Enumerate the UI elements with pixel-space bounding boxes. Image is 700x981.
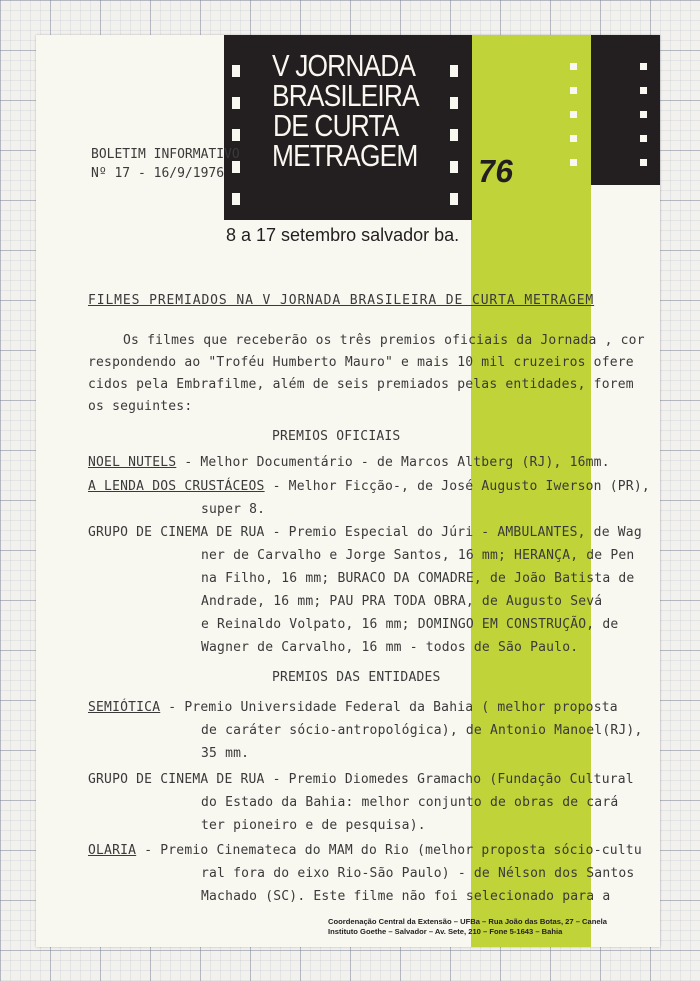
award-grupo-official: GRUPO DE CINEMA DE RUA - Premio Especial do Júri - AMBULANTES, de Wag (88, 525, 642, 540)
perforation (450, 65, 458, 77)
document-heading: FILMES PREMIADOS NA V JORNADA BRASILEIRA DE CURTA METRAGEM (88, 293, 595, 308)
festival-title (272, 48, 419, 173)
festival-dates: 8 a 17 setembro salvador ba. (226, 225, 460, 245)
bulletin-title: BOLETIM INFORMATIVO (91, 147, 240, 162)
intro-line: os seguintes: (88, 399, 193, 414)
festival-title-line: BRASILEIRA (272, 78, 419, 113)
perforation (640, 135, 647, 142)
award-olaria-cont: Machado (SC). Este filme não foi selecionado para a (201, 889, 611, 904)
bulletin-header (91, 145, 240, 183)
perforation (570, 111, 577, 118)
film-title: A LENDA DOS CRUSTÁCEOS (88, 479, 265, 494)
filmstrip-right (591, 35, 660, 185)
festival-title-line: V JORNADA (272, 48, 416, 83)
award-grupo-cont: Wagner de Carvalho, 16 mm - todos de São Paulo. (201, 640, 579, 655)
award-semiotica (88, 700, 618, 715)
perforation (450, 129, 458, 141)
perforation (570, 87, 577, 94)
award-grupo-entities: GRUPO DE CINEMA DE RUA - Premio Diomedes Gramacho (Fundação Cultural (88, 772, 634, 787)
award-grupo-cont: na Filho, 16 mm; BURACO DA COMADRE, de João Batista de (201, 571, 635, 586)
perforation (232, 97, 240, 109)
perforation (450, 97, 458, 109)
edition-number: 76 (475, 153, 517, 189)
award-text: - Premio Cinemateca do MAM do Rio (melhor proposta sócio-cultu (136, 843, 642, 858)
perforation (640, 87, 647, 94)
award-grupo-cont: Andrade, 16 mm; PAU PRA TODA OBRA, de Augusto Sevá (201, 594, 603, 609)
bulletin-number-date: Nº 17 - 16/9/1976 (91, 166, 225, 181)
festival-title-line: METRAGEM (272, 138, 418, 173)
film-title: OLARIA (88, 843, 137, 858)
award-text: - Premio Universidade Federal da Bahia ( melhor proposta (160, 700, 618, 715)
perforation (450, 193, 458, 205)
perforation (232, 193, 240, 205)
award-text: - Melhor Ficção-, de José Augusto Iwerson (PR), (264, 479, 650, 494)
perforation (570, 135, 577, 142)
award-grupo-entities-cont: do Estado da Bahia: melhor conjunto de obras de cará (201, 795, 619, 810)
award-semiotica-cont: de caráter sócio-antropológica), de Antonio Manoel(RJ), (201, 723, 643, 738)
section-title-entities: PREMIOS DAS ENTIDADES (272, 670, 441, 685)
film-title: NOEL NUTELS (88, 455, 177, 470)
award-olaria-cont: ral fora do eixo Rio-São Paulo) - de Nélson dos Santos (201, 866, 635, 881)
intro-line: respondendo ao "Troféu Humberto Mauro" e mais 10 mil cruzeiros ofere (88, 355, 634, 370)
intro-line: Os filmes que receberão os três premios oficiais da Jornada , cor (123, 333, 645, 348)
award-grupo-cont: e Reinaldo Volpato, 16 mm; DOMINGO EM CONSTRUÇÃO, de (201, 617, 619, 632)
award-olaria (88, 843, 642, 858)
film-title: SEMIÓTICA (88, 700, 161, 715)
award-noel-nutels (88, 455, 610, 470)
festival-title-line: DE CURTA (273, 108, 399, 143)
award-semiotica-cont: 35 mm. (201, 746, 250, 761)
intro-line: cidos pela Embrafilme, além de seis premiados pelas entidades, forem (88, 377, 634, 392)
perforation (640, 159, 647, 166)
perforation (640, 111, 647, 118)
perforation (232, 129, 240, 141)
footer-line: Instituto Goethe – Salvador – Av. Sete, 210 – Fone 5-1643 – Bahia (328, 927, 563, 936)
award-lenda-cont: super 8. (201, 502, 266, 517)
perforation (450, 161, 458, 173)
perforation (570, 159, 577, 166)
perforation (640, 63, 647, 70)
bulletin-page (36, 35, 660, 947)
perforation (570, 63, 577, 70)
section-title-official: PREMIOS OFICIAIS (272, 429, 401, 444)
footer-line: Coordenação Central da Extensão – UFBa – Rua João das Botas, 27 – Canela (328, 917, 607, 926)
footer-address (328, 917, 607, 937)
award-grupo-entities-cont: ter pioneiro e de pesquisa). (201, 818, 426, 833)
award-lenda (88, 479, 650, 494)
award-text: - Melhor Documentário - de Marcos Altberg (RJ), 16mm. (176, 455, 610, 470)
award-grupo-cont: ner de Carvalho e Jorge Santos, 16 mm; HERANÇA, de Pen (201, 548, 635, 563)
perforation (232, 65, 240, 77)
